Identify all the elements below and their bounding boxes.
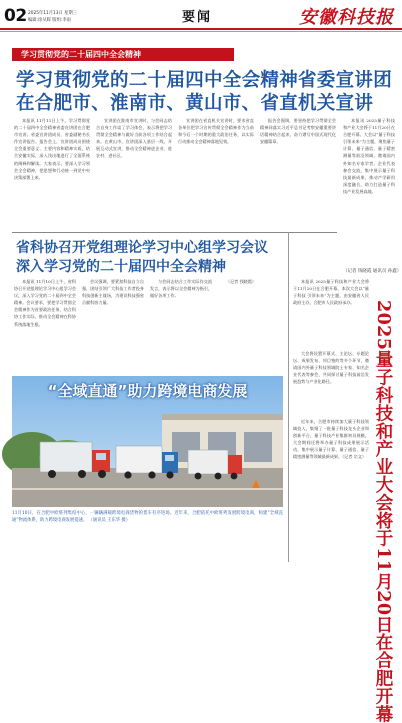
- article1-col4: 报告会强调，要坚持把学习贯彻全会精神同落实习近平总书记考察安徽重要讲话精神结合起来，奋力谱写中国式现代化安徽篇章。: [260, 118, 336, 145]
- section-title: 要闻: [182, 10, 213, 25]
- news-photo: [12, 376, 283, 507]
- header-divider: [0, 28, 402, 30]
- article1-headline-line1: 学习贯彻党的二十届四中全会精神省委宣讲团: [16, 70, 393, 91]
- photo-caption: 11月10日，在合肥中欧班列集结中心，一辆辆满载跨境电商货物的货车有序进场。近年来，合肥依托中欧班列发展跨境电商，构建“全域直通”物流体系，助力跨境电商发展提速。 （通讯员 王东华 摄）: [12, 511, 283, 523]
- article2-headline-line1: 省科协召开党组理论学习中心组学习会议: [16, 240, 268, 256]
- right-text-top: 本报讯 2025量子科技和产业大会将于11月20日在合肥开幕。本次大会以“量子科技 引领未来”为主题，由安徽省人民政府主办，合肥市人民政府承办。: [293, 279, 369, 306]
- sidebar-credit: （记者 钱晓霞 通讯员 孙鑫）: [343, 269, 402, 274]
- page-number: 02: [4, 6, 27, 26]
- header-divider-thin: [0, 31, 402, 32]
- article1-col1: 本报讯 11月11日上午，学习贯彻党的二十届四中全会精神省委宣讲团在合肥市宣讲。省委宣讲团成员、省委副秘书长作宣讲报告。报告会上，宣讲团成员围绕全会重要意义、主要内容和精神实质，结合安徽实际，深入浅出地进行了全面系统的阐释和解读。大家表示，要深入学习领会全会精神，把思想和行动统一到党中央决策部署上来。: [14, 118, 90, 180]
- vertical-headline: 2025量子科技和产业大会将于11月20日在合肥开幕: [373, 300, 393, 723]
- article2-col2: 会议强调，要紧扣科技自立自强，团结引领广大科技工作者投身科技创新主战场，为建设科技强省贡献科协力量。: [82, 279, 144, 306]
- masthead-logo: 安徽科技报: [299, 7, 394, 28]
- column-divider: [288, 232, 289, 562]
- article2-col3: 与会同志结合工作实际作交流发言，表示将以全会精神为指引，做好各项工作。: [150, 279, 212, 299]
- photo-overlay-title: “全域直通”助力跨境电商发展: [47, 382, 248, 400]
- article2-col1: 本报讯 11月10日上午，省科协召开党组理论学习中心组学习会议，深入学习党的二十届四中全会精神。会议要求，要把学习贯彻全会精神作为首要政治任务，结合科协工作实际，推动全会精神在科协系统落地生根。: [14, 279, 76, 327]
- article2-col4: （记者 钱晓霞）: [226, 279, 256, 284]
- right-text-mid: 大会将设置开幕式、主论坛、专题论坛、成果发布、项目签约等多个环节，邀请国内外量子科技领域院士专家、知名企业代表等参会，共同探讨量子科技前沿发展趋势与产业化路径。: [293, 351, 369, 385]
- column-banner: 学习贯彻党的二十届四中全会精神: [12, 48, 234, 61]
- article2-headline-line2: 深入学习党的二十届四中全会精神: [16, 259, 226, 275]
- date-line: 2025年11月13日 星期三: [28, 11, 78, 16]
- editor-line: 编辑:徐从晖 版组:李雨: [28, 18, 71, 23]
- article1-col2: 宣讲团在淮南市宣讲时，与会同志结合自身工作谈了学习体会，表示将把学习贯彻全会精神与做好当前各项工作结合起来。在黄山市，宣讲团深入基层一线，开展互动式宣讲，推动全会精神进企业、进农村、进社区。: [96, 118, 172, 159]
- right-text-bottom: 近年来，合肥市持续加大量子科技领域投入，集聚了一批量子科技龙头企业和创新平台，量子科技产业集群初具规模。大会期间还将举办量子科技成果展示活动，集中展示量子计算、量子通信、量子精密测量等领域最新成果。（记者 宗文）: [293, 419, 369, 460]
- article1-col3: 宣讲团在省直机关宣讲时，要求省直各单位把学习宣传贯彻全会精神作为当前和今后一个时期的重大政治任务，以实际行动推动全会精神落地见效。: [178, 118, 254, 145]
- sidebar-text: 本报讯 2025量子科技和产业大会将于11月20日在合肥开幕。大会以“量子科技 引领未来”为主题，聚焦量子计算、量子通信、量子精密测量等前沿领域，邀请国内外知名专家学者、企业代表参会交流，集中展示量子科技最新成果，推动产学研用深度融合，助力打造量子科技产业发展高地。: [343, 118, 395, 194]
- article1-headline-line2: 在合肥市、淮南市、黄山市、省直机关宣讲: [16, 93, 374, 114]
